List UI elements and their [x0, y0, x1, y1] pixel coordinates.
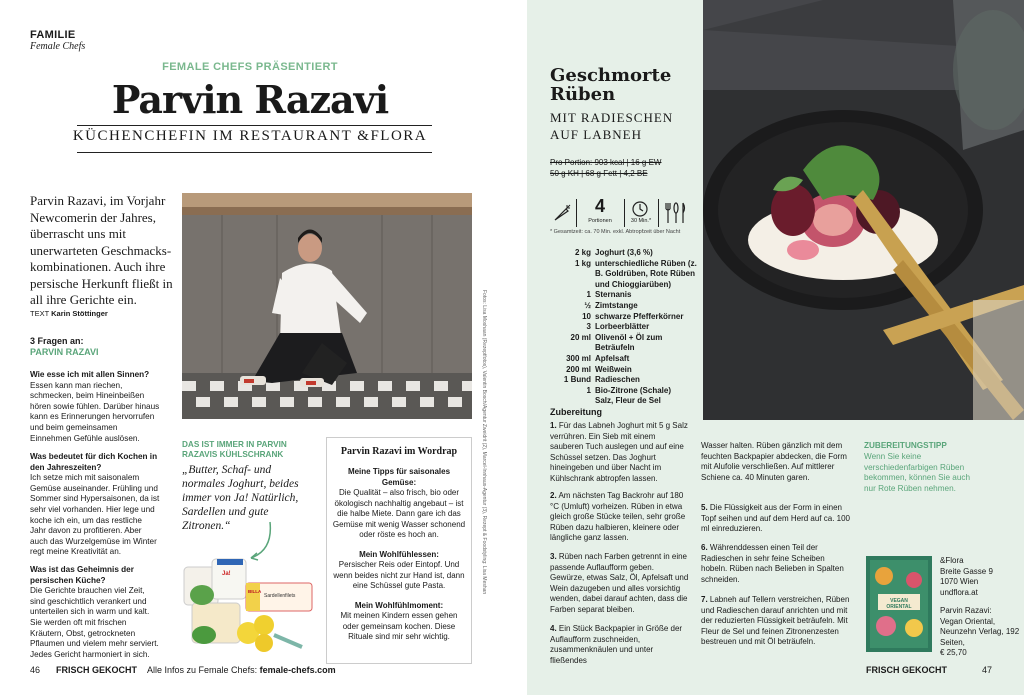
fridge-quote: „Butter, Schaf- und normales Joghurt, beides immer von Ja! Natürlich, Sardellen und gute Zitronen.“: [182, 464, 299, 532]
ingredient-name: Bio-Zitrone (Schale): [595, 385, 672, 395]
step-text: Für das Labneh Joghurt mit 5 g Salz verrühren. Ein Sieb mit einem sauberen Tuch auslegen und auf eine Schüssel setzen. Das Joghurt hineingeben und über Nacht im Kühlschrank abtropfen lassen.: [550, 421, 688, 483]
page-number-left: 46: [30, 665, 41, 675]
wordrap-text: Persischer Reis oder Eintopf. Und wenn beides nicht zur Hand ist, dann eine Schüssel gute Pasta.: [333, 560, 465, 590]
qa-question: Was ist das Geheimnis der persischen Küche?: [30, 565, 134, 585]
ingredient-row: [548, 396, 700, 407]
ingredient-name: Sternanis: [595, 290, 632, 300]
ingredient-amount: 1 kg: [574, 258, 591, 268]
step-text: Am nächsten Tag Backrohr auf 180 °C (Umluft) vorheizen. Rüben in etwa gleich große Stücke teilen, sehr große Rüben dazu halbieren, kleinere oder längliche ganz lassen.: [550, 491, 686, 543]
ingredient-row: [548, 301, 700, 312]
method-step: [550, 421, 690, 485]
headline-rule-bottom: [77, 152, 432, 153]
ingredient-name: Radieschen: [595, 375, 640, 385]
ingredient-name: Salz, Fleur de Sel: [595, 396, 661, 406]
wordrap-heading: Mein Wohlfühlessen:: [359, 549, 439, 559]
ingredient-name: Zimtstange: [595, 300, 638, 310]
footer-text: Alle Infos zu Female Chefs:: [147, 665, 258, 675]
recipe-info-row: [550, 196, 695, 229]
step-text: Währenddessen einen Teil der Radieschen in sehr feine Scheiben hobeln. Rüben nach Belieben in Spalten schneiden.: [701, 543, 844, 584]
time-label: 30 Min.*: [630, 218, 652, 224]
spacer: [940, 598, 1020, 606]
method-step: [550, 552, 690, 616]
publisher-line: Parvin Razavi:: [940, 606, 992, 615]
fridge-heading: DAS IST IMMER IN PARVIN RAZAVIS KÜHLSCHRANK: [182, 440, 287, 459]
ingredient-row: [548, 312, 700, 323]
step-number: 3.: [550, 552, 557, 561]
cookbook-cover: [866, 556, 932, 652]
ingredient-amount: 1 Bund: [563, 375, 591, 385]
kicker: FEMALE CHEFS PRÄSENTIERT: [162, 61, 338, 73]
step-text: Wasser halten. Rüben gänzlich mit dem feuchten Backpapier abdecken, die Form mit Alufolie verschließen. Auf mittlerer Schiene ca. 40 Minuten garen.: [701, 441, 847, 482]
ingredient-amount: 3: [586, 322, 591, 332]
wordrap-title: Parvin Razavi im Wordrap: [340, 446, 458, 457]
divider: [658, 199, 659, 227]
ingredient-name: unterschiedliche Rüben (z. B. Goldrüben, Rote Rüben und Chioggiarüben): [595, 258, 697, 289]
ingredient-row: [548, 322, 700, 333]
questions-header: [30, 336, 99, 358]
sardellen-label: Sardellenfilets: [264, 593, 296, 599]
ingredient-name: Weißwein: [595, 364, 632, 374]
cutlery-icon: [664, 202, 688, 224]
ingredient-amount: 10: [582, 311, 591, 321]
step-text: Rüben nach Farben getrennt in eine passende Auflaufform geben. Gewürze, etwas Salz, Öl, Apfelsaft und Wein dazugeben und alles vorsichtig wenden, dabei darauf achten, dass die Farben separat bleiben.: [550, 552, 689, 614]
wordrap-text: Mit meinen Kindern essen gehen oder gemeinsam kochen. Diese Rituale sind mir sehr wichtig.: [340, 611, 458, 641]
nutrition-info: [550, 157, 695, 179]
wordrap-box: [326, 437, 472, 664]
step-text: Die Flüssigkeit aus der Form in einen Topf seihen und auf dem Herd auf ca. 100 ml einreduzieren.: [701, 503, 850, 534]
publisher-line: Vegan Oriental,: [940, 616, 996, 626]
section-sublabel: Female Chefs: [30, 41, 86, 52]
ingredient-amount: ½: [584, 300, 591, 310]
publisher-line: undflora.at: [940, 587, 978, 597]
step-number: 6.: [701, 543, 708, 552]
intro-text: Parvin Razavi, im Vorjahr Newcomerin der Jahres, überrascht uns mit unerwarteten Geschmackskombinationen. Auch ihre persische Herkunft fließt in all ihre Gerichte ein.: [30, 193, 173, 307]
billa-logo: BILLA: [248, 589, 262, 594]
footer-brand: FRISCH GEKOCHT: [56, 665, 137, 675]
qa-item: [30, 452, 160, 558]
step-number: 4.: [550, 624, 557, 633]
qa-question: Was bedeutet für dich Kochen in den Jahreszeiten?: [30, 452, 158, 472]
recipe-subtitle: MIT RADIESCHEN AUF LABNEH: [550, 110, 674, 142]
ingredient-name: Olivenöl + Öl zum Beträufeln: [595, 332, 663, 353]
publisher-line: 1070 Wien: [940, 577, 979, 586]
ingredient-amount: 20 ml: [570, 332, 591, 342]
chef-photo: [182, 193, 472, 419]
ingredient-list: [548, 248, 700, 407]
book-title: VEGAN ORIENTAL: [886, 598, 912, 610]
clock-icon: [632, 201, 648, 217]
method-step: [701, 543, 851, 585]
step-text: Labneh auf Tellern verstreichen, Rüben und Radieschen darauf anrichten und mit der reduzierten Flüssigkeit beträufeln. Mit Fleur de Sel und feinen Zitronenzesten bestreuen und mit Öl beträufeln.: [701, 595, 850, 647]
headline: Parvin Razavi: [111, 77, 389, 122]
ingredient-amount: 1: [586, 290, 591, 300]
publisher-info: [940, 556, 1020, 659]
portions-label: Portionen: [588, 218, 612, 224]
method-step: [550, 624, 690, 666]
carrot-icon: [552, 203, 572, 223]
ingredient-row: [548, 365, 700, 376]
footer-left: [56, 665, 336, 675]
ingredient-amount: [548, 396, 595, 407]
headline-rule-top: [77, 125, 432, 126]
wordrap-text: Die Qualität – also frisch, bio oder ökologisch nachhaltig angebaut – ist die halbe Miete. Dann gare ich das Gemüse mit wenig Wasser schonend oder röste es hoch an.: [332, 488, 466, 539]
products-image: [182, 555, 320, 655]
divider: [576, 199, 577, 227]
qa-answer: Ich setze mich mit saisonalem Gemüse auseinander. Frühling und Sommer sind Hypersaisonen, da ist sehr viel vorhanden. Hier lege und koche ich ein, um das restliche Jahr davon zu profitieren. Aber auch das Wurzelgemüse im Winter regt meine Kreativität an.: [30, 473, 160, 557]
nutrition-line: 50 g KH | 68 g Fett | 4,2 BE: [550, 169, 648, 178]
ingredient-amount: 300 ml: [566, 353, 591, 363]
ingredient-amount: 2 kg: [574, 248, 591, 257]
wordrap-heading: Mein Wohlfühlmoment:: [354, 600, 444, 610]
ingredient-row: [548, 354, 700, 365]
step-number: 5.: [701, 503, 708, 512]
photo-credits: [479, 290, 489, 670]
portions-count: 4: [594, 196, 605, 216]
ingredient-name: Lorbeerblätter: [595, 322, 650, 332]
ingredient-row: [548, 290, 700, 301]
method-step: [701, 503, 851, 535]
wordrap-heading: Meine Tipps für saisonales Gemüse:: [347, 467, 451, 487]
nutrition-line: Pro Portion: 903 kcal | 16 g EW: [550, 158, 662, 167]
qa-answer: Essen kann man riechen, schmecken, beim Hineinbeißen hören sowie fühlen. Darüber hinaus kann es Erinnerungen hervorrufen und beim gemeinsamen Einnehmen Gefühle auslösen.: [30, 380, 160, 443]
questions-title: 3 Fragen an:: [30, 336, 84, 346]
publisher-line: € 25,70: [940, 648, 967, 657]
ingredient-row: [548, 333, 700, 354]
ingredient-amount: 200 ml: [566, 364, 591, 374]
method-title: Zubereitung: [550, 407, 602, 417]
qa-item: [30, 370, 160, 444]
divider: [624, 199, 625, 227]
questions-name: PARVIN RAZAVI: [30, 347, 99, 357]
publisher-line: &Flora: [940, 556, 964, 565]
footer-link[interactable]: female-chefs.com: [259, 665, 336, 675]
ingredient-row: [548, 375, 700, 386]
tip-text: Wenn Sie keine verschiedenfarbigen Rüben bekommen, können Sie auch nur Rote Rüben nehmen.: [864, 452, 971, 493]
byline: [30, 309, 108, 318]
page-number-right: 47: [982, 665, 993, 675]
ja-logo: Ja!: [222, 571, 231, 577]
qa-question: Wie esse ich mit allen Sinnen?: [30, 370, 150, 379]
dish-photo: [703, 0, 1024, 420]
method-step: [701, 441, 851, 483]
time-note: * Gesamtzeit: ca. 70 Min. exkl. Abtropfzeit über Nacht: [550, 229, 681, 235]
step-number: 7.: [701, 595, 708, 604]
ingredient-name: Joghurt (3,6 %): [595, 248, 653, 257]
step-number: 2.: [550, 491, 557, 500]
qa-item: [30, 565, 160, 660]
ingredient-name: Apfelsaft: [595, 353, 630, 363]
publisher-line: Neunzehn Verlag, 192 Seiten,: [940, 627, 1020, 647]
ingredient-row: [548, 248, 700, 259]
credits-text: Fotos: Lisa Moshaan (Rezeptfotos), Valentin Bosch/Agentur Zweidrit (2), Marcel-Innhaus-Agentur (3), Rezept & Foodstyling: Lisa Meshan: [481, 290, 487, 595]
step-number: 1.: [550, 421, 557, 430]
subheadline: KÜCHENCHEFIN IM RESTAURANT &FLORA: [72, 128, 428, 144]
ingredient-name: schwarze Pfefferkörner: [595, 311, 684, 321]
recipe-title: Geschmorte Rüben: [550, 65, 672, 105]
ingredient-row: [548, 259, 700, 291]
publisher-line: Breite Gasse 9: [940, 566, 993, 576]
section-label: FAMILIE: [30, 29, 76, 41]
ingredient-row: [548, 386, 700, 397]
method-step: [550, 491, 690, 544]
byline-label: TEXT: [30, 309, 50, 318]
tip-title: ZUBEREITUNGSTIPP: [864, 441, 947, 450]
qa-answer: Die Gerichte brauchen viel Zeit, sind geschichtlich verankert und unterteilen sich in warm und kalt. Sie werden oft mit frischen Kräutern, Obst, getrockneten Pflaumen und vielem mehr serviert. Jedes Gericht harmoniert in sich.: [30, 586, 159, 659]
footer-brand-right: FRISCH GEKOCHT: [866, 665, 947, 675]
ingredient-amount: 1: [586, 385, 591, 395]
step-text: Ein Stück Backpapier in Größe der Auflaufform zuschneiden, zusammenknäulen und unter fließendes: [550, 624, 683, 665]
method-step: [701, 595, 851, 648]
byline-name: Karin Stöttinger: [51, 309, 108, 318]
